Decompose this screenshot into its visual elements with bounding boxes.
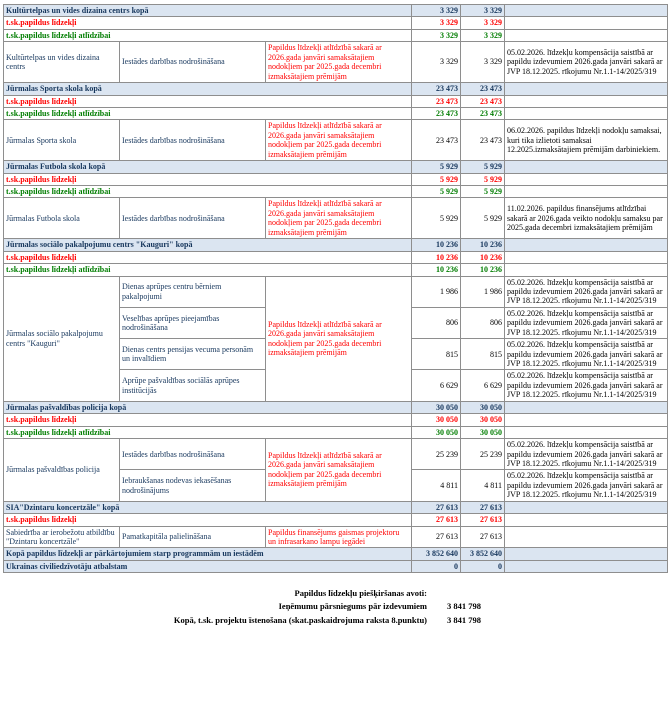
amount-cell: 5 929 — [412, 161, 461, 173]
funding-line-value: 3 841 798 — [447, 614, 481, 625]
group-header-row — [4, 83, 668, 95]
amount-cell: 3 329 — [461, 29, 505, 41]
amount-cell: 3 329 — [412, 5, 461, 17]
activity-cell: Iestādes darbības nodrošināšana — [120, 439, 266, 470]
amount-cell: 30 050 — [412, 414, 461, 426]
entity-cell: Sabiedrība ar ierobežotu atbildību "Dzintaru koncertzāle" — [4, 526, 120, 548]
subtotal-label-cell: t.sk.papildus līdzekļi atlīdzībai — [4, 107, 412, 119]
empty-note-cell — [505, 173, 668, 185]
amount-cell: 6 629 — [412, 370, 461, 401]
detail-row — [4, 526, 668, 548]
funding-line-label: Kopā, t.sk. projektu īstenošana (skat.paskaidrojuma raksta 8.punktu) — [173, 614, 427, 625]
subtotal-red-row — [4, 514, 668, 526]
group-header-row — [4, 161, 668, 173]
ukraine-support-row — [4, 560, 668, 572]
subtotal-label-cell: t.sk.papildus līdzekļi — [4, 95, 412, 107]
activity-cell: Iestādes darbības nodrošināšana — [120, 120, 266, 161]
amount-cell: 4 811 — [412, 470, 461, 501]
group-title-cell: Jūrmalas sociālo pakalpojumu centrs "Kauguri" kopā — [4, 239, 412, 251]
empty-note-cell — [505, 29, 668, 41]
group-title-cell: Jūrmalas pašvaldības policija kopā — [4, 401, 412, 413]
amount-cell: 23 473 — [412, 107, 461, 119]
amount-cell: 0 — [461, 560, 505, 572]
amount-cell: 3 329 — [461, 42, 505, 83]
amount-cell: 10 236 — [461, 251, 505, 263]
empty-note-cell — [505, 107, 668, 119]
empty-note-cell — [505, 264, 668, 276]
funding-line — [3, 600, 481, 613]
entity-cell: Jūrmalas Futbola skola — [4, 198, 120, 239]
subtotal-green-row — [4, 426, 668, 438]
empty-note-cell — [505, 239, 668, 251]
amount-cell: 23 473 — [461, 83, 505, 95]
group-title-cell: Kultūrtelpas un vides dizaina centrs kopā — [4, 5, 412, 17]
amount-cell: 1 986 — [461, 276, 505, 307]
amount-cell: 5 929 — [461, 198, 505, 239]
amount-cell: 5 929 — [461, 173, 505, 185]
funding-line-value: 3 841 798 — [447, 601, 481, 612]
amount-cell: 27 613 — [412, 526, 461, 548]
amount-cell: 10 236 — [461, 239, 505, 251]
description-cell: Papildus līdzekļi atlīdzībā sakarā ar 2026.gada janvāri samaksātajiem nodokļiem par 2025.gada decembri izmaksātajiem prēmijām — [266, 439, 412, 502]
entity-cell: Jūrmalas sociālo pakalpojumu centrs "Kauguri" — [4, 276, 120, 401]
group-header-row — [4, 5, 668, 17]
detail-row — [4, 120, 668, 161]
amount-cell: 3 329 — [412, 29, 461, 41]
activity-cell: Iebraukšanas nodevas iekasēšanas nodrošinājums — [120, 470, 266, 501]
group-title-cell: Jūrmalas Sporta skola kopā — [4, 83, 412, 95]
amount-cell: 3 329 — [461, 5, 505, 17]
amount-cell: 23 473 — [461, 120, 505, 161]
amount-cell: 5 929 — [461, 161, 505, 173]
entity-cell: Kultūrtelpas un vides dizaina centrs — [4, 42, 120, 83]
amount-cell: 3 329 — [412, 42, 461, 83]
ukraine-label-cell: Ukrainas civiliedzīvotāju atbalstam — [4, 560, 412, 572]
activity-cell: Dienas centrs pensijas vecuma personām un invalīdiem — [120, 339, 266, 370]
amount-cell: 815 — [461, 339, 505, 370]
group-header-row — [4, 501, 668, 513]
empty-note-cell — [505, 186, 668, 198]
amount-cell: 23 473 — [412, 83, 461, 95]
amount-cell: 806 — [461, 307, 505, 338]
activity-cell: Dienas aprūpes centru bērniem pakalpojumi — [120, 276, 266, 307]
amount-cell: 10 236 — [461, 264, 505, 276]
amount-cell: 6 629 — [461, 370, 505, 401]
amount-cell: 3 852 640 — [461, 548, 505, 560]
amount-cell: 10 236 — [412, 251, 461, 263]
empty-note-cell — [505, 414, 668, 426]
amount-cell: 4 811 — [461, 470, 505, 501]
budget-table — [3, 4, 668, 573]
amount-cell: 5 929 — [412, 186, 461, 198]
activity-cell: Pamatkapitāla palielināšana — [120, 526, 266, 548]
subtotal-green-row — [4, 264, 668, 276]
description-cell: Papildus līdzekļi atlīdzībā sakarā ar 2026.gada janvāri samaksātajiem nodokļiem par 2025.gada decembri izmaksātajiem prēmijām — [266, 120, 412, 161]
subtotal-label-cell: t.sk.papildus līdzekļi atlīdzībai — [4, 186, 412, 198]
detail-row — [4, 42, 668, 83]
empty-note-cell — [505, 426, 668, 438]
subtotal-label-cell: t.sk.papildus līdzekļi atlīdzībai — [4, 264, 412, 276]
grand-total-row — [4, 548, 668, 560]
subtotal-label-cell: t.sk.papildus līdzekļi — [4, 173, 412, 185]
amount-cell: 25 239 — [461, 439, 505, 470]
funding-sources-heading-row — [3, 587, 481, 600]
amount-cell: 30 050 — [412, 401, 461, 413]
amount-cell: 23 473 — [412, 120, 461, 161]
amount-cell: 30 050 — [412, 426, 461, 438]
subtotal-green-row — [4, 107, 668, 119]
amount-cell: 25 239 — [412, 439, 461, 470]
group-header-row — [4, 401, 668, 413]
amount-cell: 30 050 — [461, 426, 505, 438]
amount-cell: 0 — [412, 560, 461, 572]
entity-cell: Jūrmalas Sporta skola — [4, 120, 120, 161]
empty-note-cell — [505, 560, 668, 572]
empty-note-cell — [505, 95, 668, 107]
subtotal-label-cell: t.sk.papildus līdzekļi — [4, 414, 412, 426]
amount-cell: 10 236 — [412, 239, 461, 251]
amount-cell: 27 613 — [461, 514, 505, 526]
funding-sources-heading: Papildus līdzekļu piešķiršanas avoti: — [294, 588, 427, 599]
empty-note-cell — [505, 514, 668, 526]
subtotal-red-row — [4, 251, 668, 263]
group-title-cell: Jūrmalas Futbola skola kopā — [4, 161, 412, 173]
amount-cell: 27 613 — [412, 514, 461, 526]
amount-cell: 27 613 — [461, 526, 505, 548]
subtotal-green-row — [4, 29, 668, 41]
description-cell: Papildus līdzekļi atlīdzībā sakarā ar 2026.gada janvāri samaksātajiem nodokļiem par 2025.gada decembri izmaksātajiem prēmijām — [266, 198, 412, 239]
funding-line-label: Ieņēmumu pārsniegums pār izdevumiem — [278, 601, 427, 612]
subtotal-label-cell: t.sk.papildus līdzekļi atlīdzībai — [4, 29, 412, 41]
note-cell — [505, 526, 668, 548]
note-cell: 11.02.2026. papildus finansējums atlīdzībai sakarā ar 2026.gada veikto nodokļu samaksu par 2025.gada decembri izmaksātajiem prēmijām — [505, 198, 668, 239]
subtotal-red-row — [4, 17, 668, 29]
activity-cell: Veselības aprūpes pieejamības nodrošināšana — [120, 307, 266, 338]
note-cell: 05.02.2026. līdzekļu kompensācija saistībā ar papildu izdevumiem 2026.gada janvāri sakarā ar JVP 18.12.2025. rīkojumu Nr.1.1-14/2025/319 — [505, 42, 668, 83]
amount-cell: 27 613 — [412, 501, 461, 513]
amount-cell: 23 473 — [412, 95, 461, 107]
subtotal-label-cell: t.sk.papildus līdzekļi — [4, 17, 412, 29]
amount-cell: 27 613 — [461, 501, 505, 513]
amount-cell: 5 929 — [412, 198, 461, 239]
detail-row — [4, 276, 668, 307]
amount-cell: 5 929 — [412, 173, 461, 185]
funding-line — [3, 614, 481, 627]
amount-cell: 806 — [412, 307, 461, 338]
amount-cell: 23 473 — [461, 95, 505, 107]
amount-cell: 23 473 — [461, 107, 505, 119]
detail-row — [4, 198, 668, 239]
amount-cell: 10 236 — [412, 264, 461, 276]
subtotal-label-cell: t.sk.papildus līdzekļi atlīdzībai — [4, 426, 412, 438]
amount-cell: 5 929 — [461, 186, 505, 198]
description-cell: Papildus finansējums gaismas projektoru un infrasarkano lampu iegādei — [266, 526, 412, 548]
empty-note-cell — [505, 501, 668, 513]
note-cell: 05.02.2026. līdzekļu kompensācija saistībā ar papildu izdevumiem 2026.gada janvāri sakarā ar JVP 18.12.2025. rīkojumu Nr.1.1-14/2025/319 — [505, 339, 668, 370]
note-cell: 05.02.2026. līdzekļu kompensācija saistībā ar papildu izdevumiem 2026.gada janvāri sakarā ar JVP 18.12.2025. rīkojumu Nr.1.1-14/2025/319 — [505, 470, 668, 501]
funding-sources-block — [3, 587, 481, 627]
amount-cell: 3 329 — [461, 17, 505, 29]
entity-cell: Jūrmalas pašvaldības policija — [4, 439, 120, 502]
grand-total-label-cell: Kopā papildus līdzekļi ar pārkārtojumiem starp programmām un iestādēm — [4, 548, 412, 560]
amount-cell: 30 050 — [461, 414, 505, 426]
subtotal-red-row — [4, 173, 668, 185]
empty-note-cell — [505, 251, 668, 263]
activity-cell: Iestādes darbības nodrošināšana — [120, 42, 266, 83]
note-cell: 05.02.2026. līdzekļu kompensācija saistībā ar papildu izdevumiem 2026.gada janvāri sakarā ar JVP 18.12.2025. rīkojumu Nr.1.1-14/2025/319 — [505, 307, 668, 338]
subtotal-red-row — [4, 95, 668, 107]
amount-cell: 815 — [412, 339, 461, 370]
subtotal-label-cell: t.sk.papildus līdzekļi — [4, 514, 412, 526]
empty-note-cell — [505, 17, 668, 29]
note-cell: 06.02.2026. papildus līdzekļi nodokļu samaksai, kuri tika izlietoti samaksai 12.2025.izmaksātajiem prēmijām darbiniekiem. — [505, 120, 668, 161]
note-cell: 05.02.2026. līdzekļu kompensācija saistībā ar papildu izdevumiem 2026.gada janvāri sakarā ar JVP 18.12.2025. rīkojumu Nr.1.1-14/2025/319 — [505, 370, 668, 401]
group-title-cell: SIA"Dzintaru koncertzāle" kopā — [4, 501, 412, 513]
description-cell: Papildus līdzekļi atlīdzībā sakarā ar 2026.gada janvāri samaksātajiem nodokļiem par 2025.gada decembri izmaksātajiem prēmijām — [266, 42, 412, 83]
empty-note-cell — [505, 401, 668, 413]
subtotal-red-row — [4, 414, 668, 426]
group-header-row — [4, 239, 668, 251]
amount-cell: 1 986 — [412, 276, 461, 307]
empty-note-cell — [505, 161, 668, 173]
note-cell: 05.02.2026. līdzekļu kompensācija saistībā ar papildu izdevumiem 2026.gada janvāri sakarā ar JVP 18.12.2025. rīkojumu Nr.1.1-14/2025/319 — [505, 439, 668, 470]
amount-cell: 30 050 — [461, 401, 505, 413]
amount-cell: 3 329 — [412, 17, 461, 29]
subtotal-label-cell: t.sk.papildus līdzekļi — [4, 251, 412, 263]
detail-row — [4, 439, 668, 470]
activity-cell: Iestādes darbības nodrošināšana — [120, 198, 266, 239]
subtotal-green-row — [4, 186, 668, 198]
empty-note-cell — [505, 5, 668, 17]
empty-note-cell — [505, 83, 668, 95]
funding-sources-heading-spacer — [433, 587, 481, 600]
activity-cell: Aprūpe pašvaldības sociālās aprūpes institūcijās — [120, 370, 266, 401]
description-cell: Papildus līdzekļi atlīdzībā sakarā ar 2026.gada janvāri samaksātajiem nodokļiem par 2025.gada decembri izmaksātajiem prēmijām — [266, 276, 412, 401]
empty-note-cell — [505, 548, 668, 560]
note-cell: 05.02.2026. līdzekļu kompensācija saistībā ar papildu izdevumiem 2026.gada janvāri sakarā ar JVP 18.12.2025. rīkojumu Nr.1.1-14/2025/319 — [505, 276, 668, 307]
amount-cell: 3 852 640 — [412, 548, 461, 560]
